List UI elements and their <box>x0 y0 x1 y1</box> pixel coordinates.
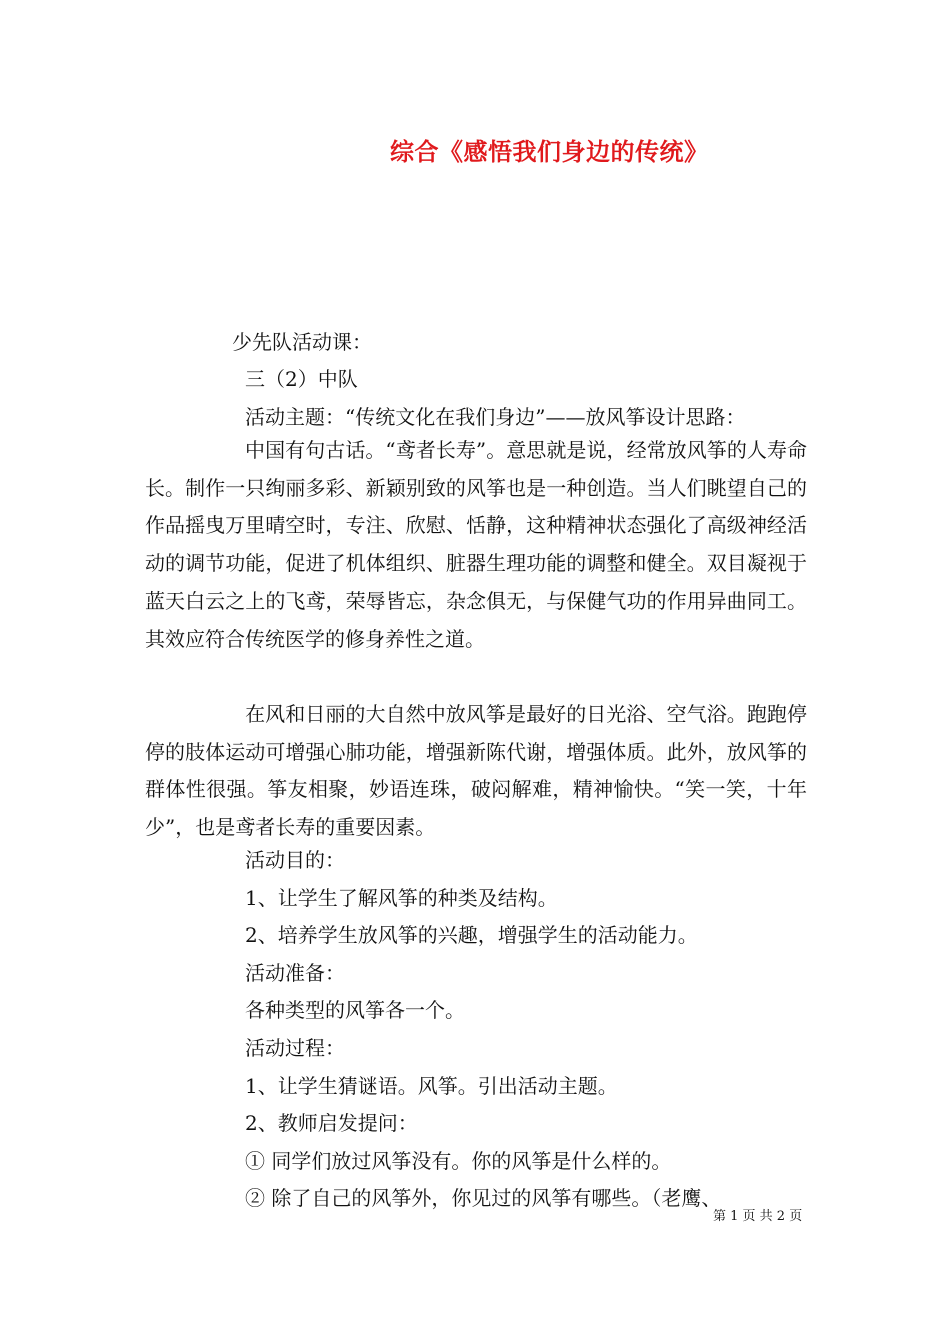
paragraph: 中国有句古话。“鸢者长寿”。意思就是说，经常放风筝的人寿命长。制作一只绚丽多彩、新颖别致的风筝也是一种创造。当人们眺望自己的作品摇曳万里晴空时，专注、欣慰、恬静，这种精神状态强化了高级神经活动的调节功能，促进了机体组织、脏器生理功能的调整和健全。双目凝视于蓝天白云之上的飞鸢，荣辱皆忘，杂念俱无，与保健气功的作用异曲同工。其效应符合传统医学的修身养性之道。 <box>145 438 807 651</box>
paragraph: 在风和日丽的大自然中放风筝是最好的日光浴、空气浴。跑跑停停的肢体运动可增强心肺功能，增强新陈代谢，增强体质。此外，放风筝的群体性很强。筝友相聚，妙语连珠，破闷解难，精神愉快。“笑一笑，十年少”，也是鸢者长寿的重要因素。 <box>145 702 807 840</box>
list-item: 2、教师启发提问： <box>245 1111 418 1135</box>
list-item: ① 同学们放过风筝没有。你的风筝是什么样的。 <box>245 1149 672 1173</box>
text-line: 三（2）中队 <box>245 367 358 391</box>
text-line: 各种类型的风筝各一个。 <box>245 998 465 1022</box>
list-item: 1、让学生猜谜语。风筝。引出活动主题。 <box>245 1074 618 1098</box>
text-line: 少先队活动课： <box>232 330 372 354</box>
list-item: 2、培养学生放风筝的兴趣，增强学生的活动能力。 <box>245 923 698 947</box>
text-line: 活动过程： <box>245 1036 345 1060</box>
text-line: 活动目的： <box>245 848 345 872</box>
page-number: 第 1 页 共 2 页 <box>713 1209 803 1224</box>
document-title: 综合《感悟我们身边的传统》 <box>390 137 709 166</box>
text-line: 活动准备： <box>245 961 345 985</box>
text-line: 活动主题：“传统文化在我们身边”——放风筝设计思路： <box>245 405 746 429</box>
list-item: ② 除了自己的风筝外，你见过的风筝有哪些。（老鹰、 <box>245 1186 722 1210</box>
list-item: 1、让学生了解风筝的种类及结构。 <box>245 886 558 910</box>
